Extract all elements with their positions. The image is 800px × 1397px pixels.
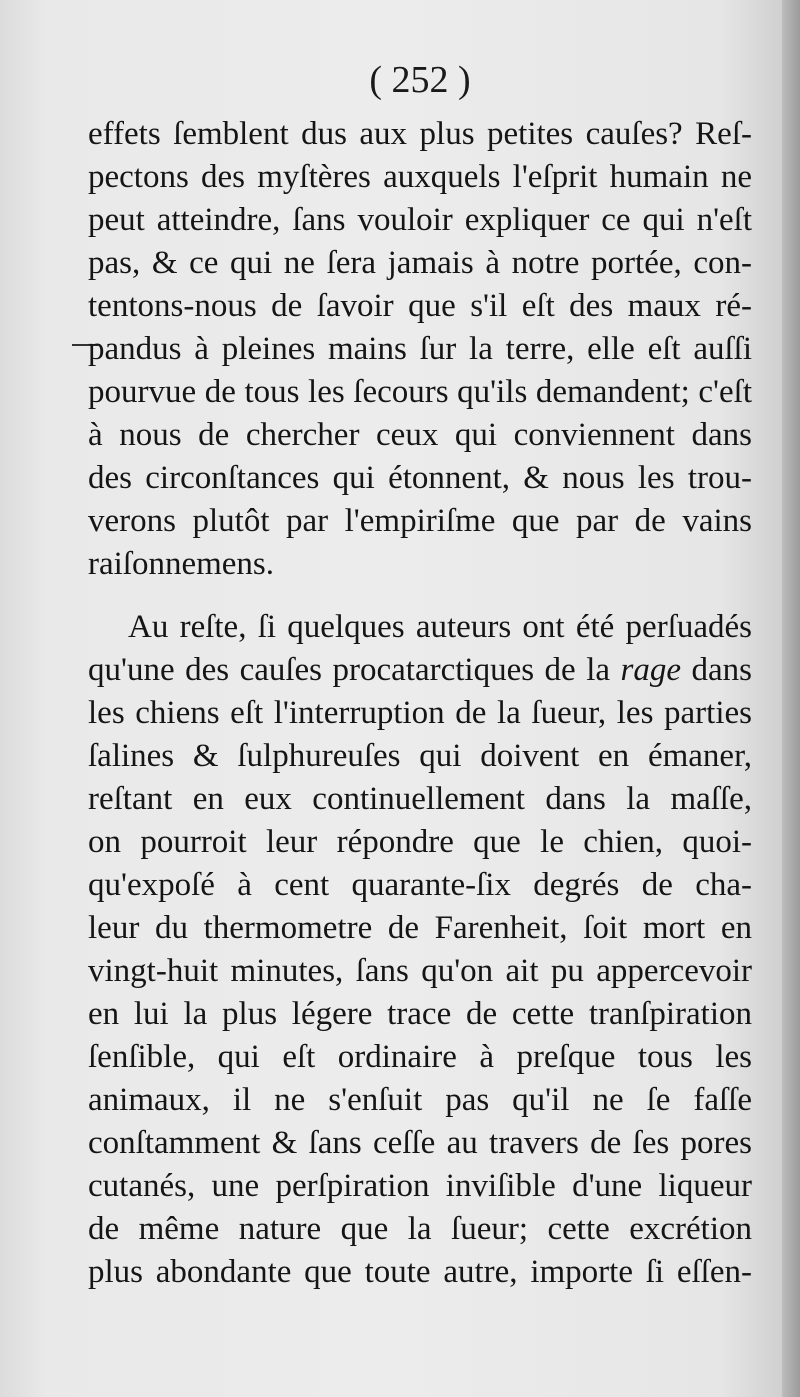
- text-line: pectons des myſtères auxquels l'eſprit humain ne: [88, 159, 752, 195]
- text-line: qu'expoſé à cent quarante-ſix degrés de cha-: [88, 867, 752, 903]
- text-line: cutanés, une perſpiration inviſible d'une liqueur: [88, 1168, 752, 1204]
- text-line: reſtant en eux continuellement dans la maſſe,: [88, 781, 752, 817]
- text-line: leur du thermometre de Farenheit, ſoit mort en: [88, 910, 752, 946]
- text-line: [88, 649, 752, 692]
- text-line: pandus à pleines mains ſur la terre, elle eſt auſſi: [88, 331, 752, 367]
- text-line: conſtamment & ſans ceſſe au travers de ſes pores: [88, 1125, 752, 1161]
- text-line: plus abondante que toute autre, importe ſi eſſen-: [88, 1254, 752, 1290]
- text-line: animaux, il ne s'enſuit pas qu'il ne ſe faſſe: [88, 1082, 752, 1118]
- text-fragment: dans: [681, 652, 752, 688]
- text-line: pas, & ce qui ne ſera jamais à notre portée, con-: [88, 245, 752, 281]
- text-line: raiſonnemens.: [88, 546, 275, 582]
- text-line: de même nature que la ſueur; cette excrétion: [88, 1211, 752, 1247]
- text-line: pourvue de tous les ſecours qu'ils demandent; c'eſt: [88, 374, 752, 410]
- text-line: ſalines & ſulphureuſes qui doivent en émaner,: [88, 738, 752, 774]
- paragraph-1: [88, 113, 752, 586]
- italic-word: rage: [620, 652, 682, 688]
- text-line: vingt-huit minutes, ſans qu'on ait pu appercevoir: [88, 953, 752, 989]
- text-line: ſenſible, qui eſt ordinaire à preſque tous les: [88, 1039, 752, 1075]
- text-line: effets ſemblent dus aux plus petites cauſes? Reſ-: [88, 116, 752, 152]
- text-line: les chiens eſt l'interruption de la ſueur, les parties: [88, 695, 752, 731]
- text-line: à nous de chercher ceux qui conviennent dans: [88, 417, 752, 453]
- text-fragment: qu'une des cauſes procatarctiques de la: [88, 652, 621, 688]
- page-edge: [782, 0, 800, 1397]
- text-line: verons plutôt par l'empiriſme que par de vains: [88, 503, 752, 539]
- text-line: on pourroit leur répondre que le chien, quoi-: [88, 824, 752, 860]
- text-line: peut atteindre, ſans vouloir expliquer ce qui n'eſt: [88, 202, 752, 238]
- text-line: tentons-nous de ſavoir que s'il eſt des maux ré-: [88, 288, 752, 324]
- page-number: ( 252 ): [369, 59, 471, 101]
- body-text: [88, 113, 752, 1294]
- paragraph-2: [88, 606, 752, 1294]
- text-line: en lui la plus légere trace de cette tranſpiration: [88, 996, 752, 1032]
- text-line: des circonſtances qui étonnent, & nous les trou-: [88, 460, 752, 496]
- text-line: Au reſte, ſi quelques auteurs ont été perſuadés: [128, 609, 752, 645]
